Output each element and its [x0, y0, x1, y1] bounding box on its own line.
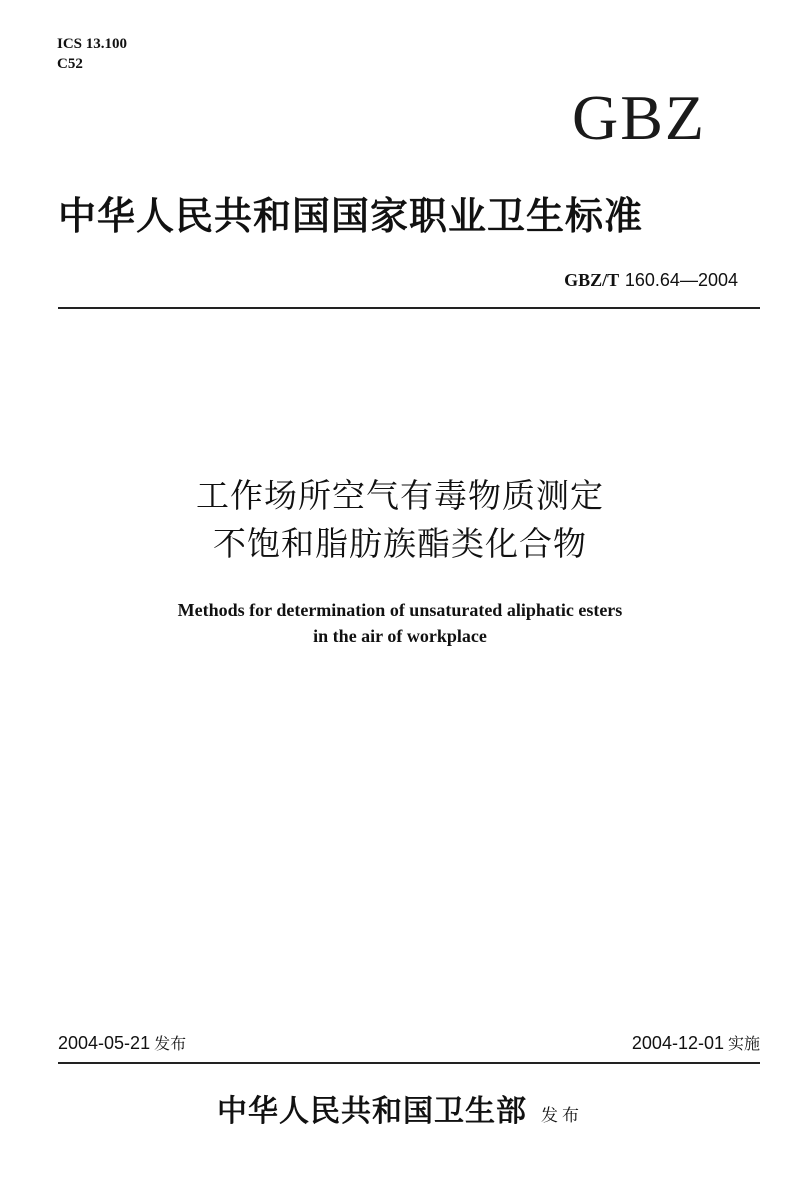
- org-title: 中华人民共和国国家职业卫生标准: [58, 194, 644, 238]
- standard-mark: GBZ: [572, 82, 706, 153]
- document-title-cn: [0, 472, 800, 568]
- implement-date-value: 2004-12-01: [631, 1033, 724, 1053]
- standard-number-prefix: GBZ/T: [564, 270, 620, 290]
- implement-date: [632, 1030, 760, 1057]
- classification-codes: [57, 34, 127, 74]
- ccs-code: C52: [57, 56, 83, 72]
- top-divider: [58, 307, 760, 309]
- document-title-cn-line1: 工作场所空气有毒物质测定: [196, 476, 604, 515]
- issuer: [0, 1092, 800, 1136]
- bottom-divider: [58, 1062, 760, 1064]
- document-title-en-line2: in the air of workplace: [313, 626, 487, 646]
- ics-code: ICS 13.100: [57, 36, 128, 52]
- implement-date-label: 实施: [727, 1034, 760, 1053]
- issue-date-value: 2004-05-21: [58, 1033, 151, 1053]
- standard-number-value: 160.64—2004: [624, 270, 738, 290]
- issuer-action: 发布: [541, 1106, 583, 1126]
- issue-date-label: 发布: [154, 1034, 187, 1053]
- document-title-en: [0, 597, 800, 649]
- issuer-name: 中华人民共和国卫生部: [217, 1094, 527, 1129]
- document-title-en-line1: Methods for determination of unsaturated aliphatic esters: [177, 600, 623, 620]
- issue-date: [58, 1030, 186, 1057]
- standard-number: [564, 268, 738, 293]
- document-title-cn-line2: 不饱和脂肪族酯类化合物: [213, 524, 587, 563]
